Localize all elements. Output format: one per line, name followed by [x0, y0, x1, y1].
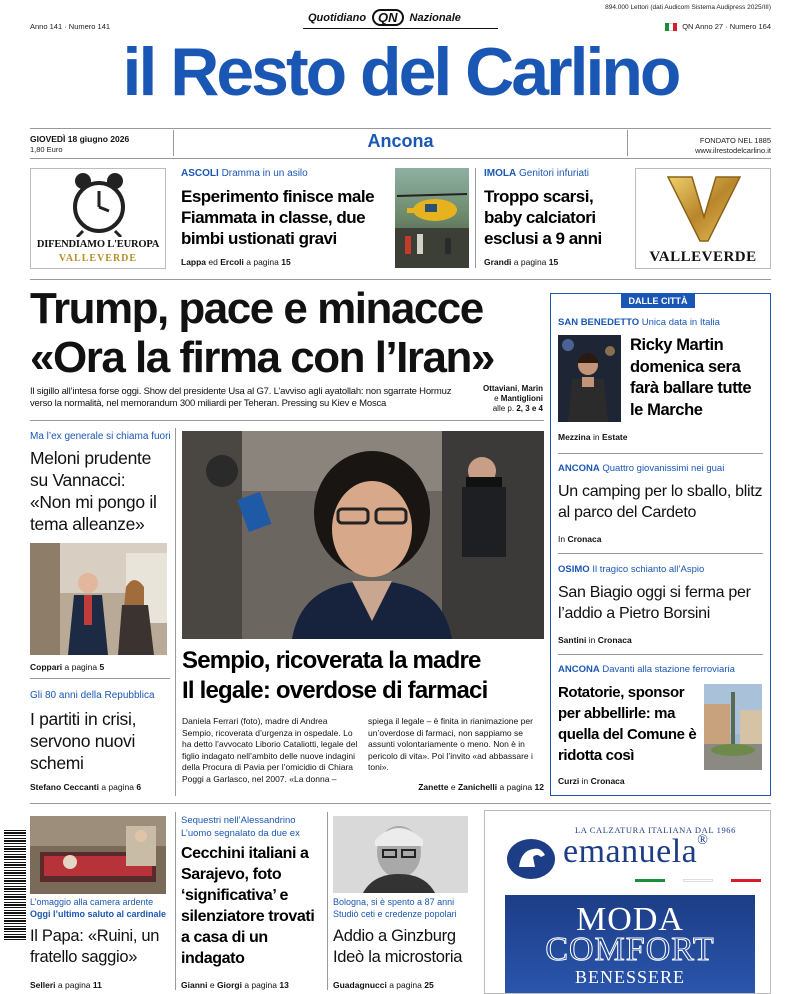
ruini-headline[interactable]: Il Papa: «Ruini, un fratello saggio»: [30, 927, 160, 966]
sarajevo-kicker-2: L’uomo segnalato da due ex: [181, 828, 300, 839]
ascoli-kicker: ASCOLI Dramma in un asilo: [181, 168, 308, 179]
vannacci-rule: [30, 678, 170, 679]
ruini-kicker-2: Oggi l’ultimo saluto al cardinale: [30, 909, 167, 919]
left-col-divider: [175, 428, 176, 796]
ginzburg-kicker-1: Bologna, si è spento a 87 anni: [333, 897, 455, 907]
ascoli-credit: Lappa ed Ercoli a pagina 15: [181, 257, 291, 267]
website: www.ilrestodelcarlino.it: [695, 146, 771, 155]
sarajevo-credit: Gianni e Giorgi a pagina 13: [181, 980, 289, 990]
ruini-photo: [30, 816, 166, 894]
bottom-divider-1: [175, 812, 176, 990]
alarm-clock-icon: [69, 171, 129, 237]
qn-logo: QN: [372, 9, 404, 26]
imola-headline[interactable]: Troppo scarsi, baby calciatori esclusi a 9 anni: [484, 187, 602, 248]
emanuela-top-text: LA CALZATURA ITALIANA DAL 1966: [574, 825, 736, 835]
ad-valleverde-left[interactable]: [30, 168, 166, 269]
ginzburg-headline[interactable]: Addio a Ginzburg Ideò la microstoria: [333, 927, 463, 966]
ad-right-brand: VALLEVERDE: [649, 249, 757, 265]
price: 1,80 Euro: [30, 145, 63, 154]
repubblica-kicker: Gli 80 anni della Repubblica: [30, 690, 155, 701]
lead-headline-1[interactable]: Trump, pace e minacce: [30, 284, 483, 333]
sempio-headline-1[interactable]: Sempio, ricoverata la madre: [182, 647, 481, 674]
cities-rule-2: [558, 553, 763, 554]
cities-rule-3: [558, 654, 763, 655]
cities-item-3-headline[interactable]: Rotatorie, sponsor per abbellirle: ma quella del Comune è ridotta così: [558, 684, 697, 764]
cities-item-0-headline[interactable]: Ricky Martin domenica sera farà ballare tutte le Marche: [630, 336, 752, 419]
cities-item-1-kicker: ANCONA Quattro giovanissimi nei guai: [558, 463, 725, 474]
sarajevo-kicker-1: Sequestri nell’Alessandrino: [181, 815, 296, 826]
repubblica-credit: Stefano Ceccanti a pagina 6: [30, 782, 142, 792]
repubblica-headline[interactable]: I partiti in crisi, servono nuovi schemi: [30, 709, 137, 773]
emanuela-benessere: BENESSERE: [574, 967, 685, 987]
sempio-photo: [182, 431, 544, 639]
vannacci-credit: Coppari a pagina 5: [30, 662, 105, 672]
city-edition: Ancona: [367, 131, 434, 151]
cities-item-3-credit: Curzi in Cronaca: [558, 776, 625, 786]
barcode: [4, 830, 26, 940]
emanuela-brand: emanuela®: [563, 833, 709, 870]
roundabout-photo: [704, 684, 762, 770]
sempio-credit: Zanette e Zanichelli a pagina 12: [418, 782, 544, 792]
imola-credit: Grandi a pagina 15: [484, 257, 559, 267]
cities-header: DALLE CITTÀ: [621, 294, 695, 308]
founded: FONDATO NEL 1885: [699, 136, 771, 145]
ascoli-photo-helicopter: [395, 168, 469, 268]
edition-info: Anno 141 · Numero 141: [30, 22, 111, 31]
qn-tagline: [308, 9, 461, 26]
sempio-headline-2[interactable]: Il legale: overdose di farmaci: [182, 677, 488, 704]
cities-item-1-headline[interactable]: Un camping per lo sballo, blitz al parco del Cardeto: [558, 483, 763, 521]
ginzburg-credit: Guadagnucci a pagina 25: [333, 980, 434, 990]
flag-stripes: [635, 879, 761, 882]
lead-summary: Il sigillo all’intesa forse oggi. Show del presidente Usa al G7. L’avviso agli ayatollah: non sgarrate Hormuz verso la normalità, nel memorandum 300 miliardi per Teheran. Pressing su Kiev e Mosca: [30, 386, 452, 409]
cities-item-2-credit: Santini in Cronaca: [558, 635, 632, 645]
cities-item-0-credit: Mezzina in Estate: [558, 432, 628, 442]
vannacci-headline[interactable]: Meloni prudente su Vannacci: «Non mi pongo il tema alleanze»: [30, 448, 157, 534]
ginzburg-kicker-2: Studiò ceti e credenze popolari: [333, 909, 457, 919]
vannacci-photo: [30, 543, 167, 655]
tagline-right: Nazionale: [409, 11, 461, 24]
masthead-rule-top: [30, 128, 771, 129]
cities-item-3-kicker: ANCONA Davanti alla stazione ferroviaria: [558, 664, 735, 675]
lead-rule: [30, 420, 544, 421]
ad-left-line1: DIFENDIAMO L'EUROPA: [36, 239, 160, 250]
top-section-rule: [30, 279, 771, 280]
ruini-credit: Selleri a pagina 11: [30, 980, 102, 990]
lead-credit: Ottaviani, Marin e Mantiglioni alle p. 2, 3 e 4: [482, 384, 543, 413]
cities-item-1-credit: In Cronaca: [558, 534, 602, 544]
readers-line: 894.000 Lettori (dati Audicom Sistema Audipress 2025/III): [605, 4, 771, 11]
qn-info-right: QN Anno 27 · Numero 164: [665, 22, 771, 31]
valleverde-v-logo-icon: [664, 173, 744, 243]
ricky-martin-photo: [558, 335, 621, 422]
cities-item-0-kicker: SAN BENEDETTO Unica data in Italia: [558, 317, 720, 328]
cities-item-2-headline[interactable]: San Biagio oggi si ferma per l’addio a Pietro Borsini: [558, 584, 751, 622]
cities-rule-1: [558, 453, 763, 454]
lead-headline-2[interactable]: «Ora la firma con l’Iran»: [30, 333, 494, 382]
ascoli-headline[interactable]: Esperimento finisce male Fiammata in classe, due bimbi ustionati gravi: [181, 187, 375, 248]
tagline-rule: [303, 28, 498, 29]
sarajevo-headline[interactable]: Cecchini italiani a Sarajevo, foto ‘significativa’ e silenziatore trovati a casa di un indagato: [181, 845, 315, 967]
ginzburg-photo: [333, 816, 468, 893]
sempio-body-left: Daniela Ferrari (foto), madre di Andrea Sempio, ricoverata d’urgenza in ospedale. Lo ha detto l’avvocato Liborio Cataliotti, legale del figlio indagato nell’ambito delle nuove indagini della Procura di Pavia per l’omicidio di Chiara Poggi a Garlasco, nel 2007. «La donna –: [182, 716, 358, 784]
ad-left-line2: VALLEVERDE: [58, 253, 138, 264]
horse-logo-icon: [505, 837, 557, 881]
date: GIOVEDÌ 18 giugno 2026: [30, 134, 130, 144]
emanuela-panel: [505, 895, 755, 994]
middle-section-rule: [30, 803, 771, 804]
vannacci-kicker: Ma l’ex generale si chiama fuori: [30, 431, 171, 442]
emanuela-moda: MODA: [576, 901, 684, 938]
imola-divider: [475, 168, 476, 268]
sempio-body-right: spiega il legale – è finita in rianimazione per un’overdose di farmaci, non sappiamo se assunti volontariamente o meno. Non è in pericolo di vita». Poi l’invito «ad abbassare i toni».: [368, 716, 533, 772]
ad-emanuela[interactable]: [484, 810, 771, 994]
cities-item-2-kicker: OSIMO Il tragico schianto all’Aspio: [558, 564, 705, 575]
masthead-rule-bottom: [30, 158, 771, 159]
tagline-left: Quotidiano: [308, 11, 367, 24]
city-divider: [627, 130, 628, 156]
ad-valleverde-right[interactable]: [635, 168, 771, 269]
ruini-kicker-1: L’omaggio alla camera ardente: [30, 897, 154, 907]
imola-kicker: IMOLA Genitori infuriati: [484, 168, 590, 179]
bottom-divider-2: [327, 812, 328, 990]
emanuela-comfort: COMFORT: [545, 931, 715, 968]
newspaper-title: il Resto del Carlino: [122, 34, 679, 110]
